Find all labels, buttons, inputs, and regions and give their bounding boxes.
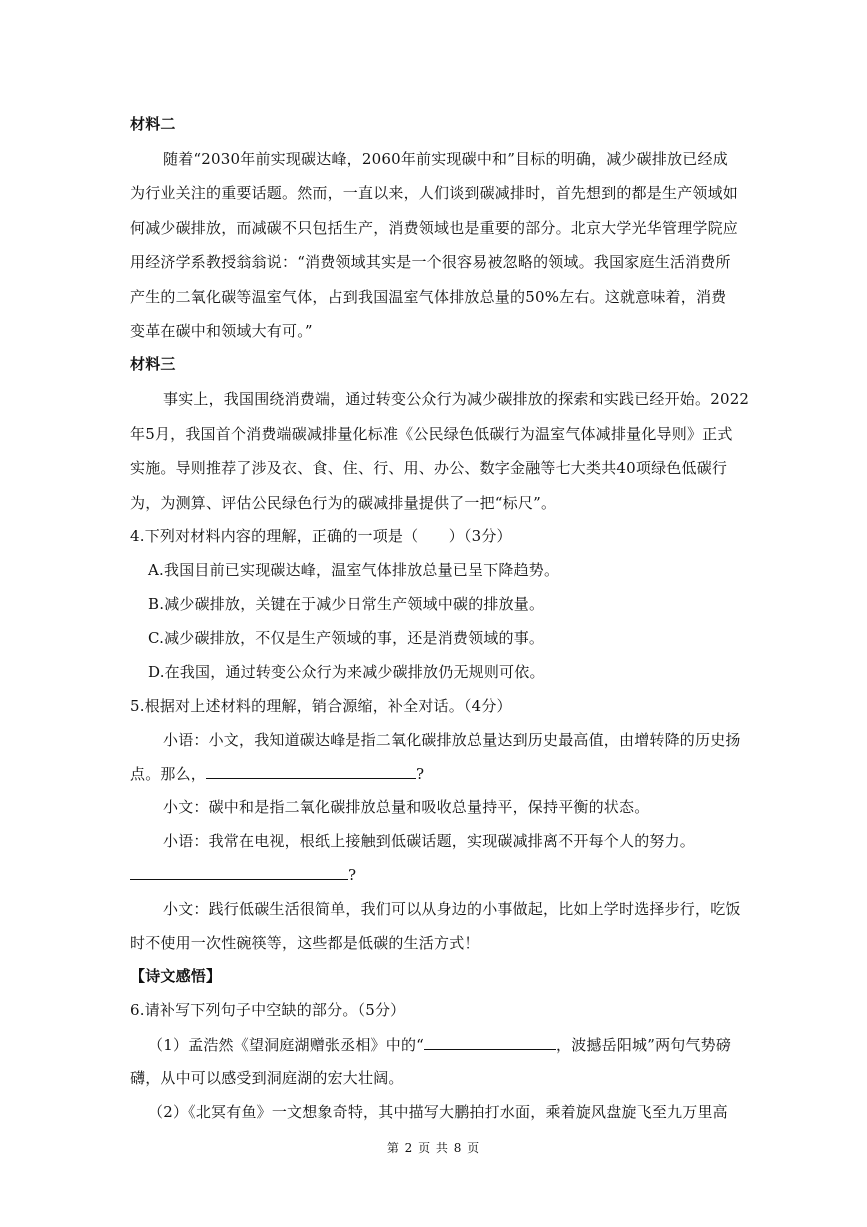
page-number: 第 2 页 共 8 页 — [386, 1141, 481, 1155]
material3-heading: 材料三 — [130, 355, 176, 373]
question-6-part-1 — [148, 1034, 731, 1055]
material2-line-6: 变革在碳中和领域大有可。” — [130, 322, 313, 340]
question-4-stem: 4.下列对材料内容的理解，正确的一项是（ ）（3分） — [130, 527, 512, 545]
question-5-stem: 5.根据对上述材料的理解，销合源缩，补全对话。（4分） — [130, 697, 512, 715]
material2-line-3: 何减少碳排放，而减碳不只包括生产，消费领域也是重要的部分。北京大学光华管理学院应 — [130, 219, 739, 237]
question-6-part-2: （2）《北冥有鱼》一文想象奇特，其中描写大鹏拍打水面，乘着旋风盘旋飞至九万里高 — [148, 1103, 728, 1121]
material2-line-5: 产生的二氧化碳等温室气体，占到我国温室气体排放总量的50%左右。这就意味着，消费 — [130, 288, 727, 306]
question-6-part-1-line-2: 礴，从中可以感受到洞庭湖的宏大壮阔。 — [130, 1069, 404, 1087]
material3-line-3: 实施。导则推荐了涉及衣、食、住、行、用、办公、数字金融等七大类共40项绿色低碳行 — [130, 459, 728, 477]
material3-line-1: 事实上，我国围绕消费端，通过转变公众行为减少碳排放的探索和实践已经开始。2022 — [163, 390, 750, 408]
question-4-option-c: C.减少碳排放，不仅是生产领域的事，还是消费领域的事。 — [148, 629, 545, 647]
dialogue-answer-line — [130, 864, 356, 885]
part-1-suffix: ，波撼岳阳城”两句气势磅 — [556, 1036, 732, 1054]
question-4-option-b: B.减少碳排放，关键在于减少日常生产领域中碳的排放量。 — [148, 595, 545, 613]
material3-line-4: 为，为测算、评估公民绿色行为的碳减排量提供了一把“标尺”。 — [130, 494, 557, 512]
dialogue-xiaoyu-1-line-1: 小语：小文，我知道碳达峰是指二氧化碳排放总量达到历史最高值，由增转降的历史扬 — [163, 731, 741, 749]
question-4-option-d: D.在我国，通过转变公众行为来减少碳排放仍无规则可依。 — [148, 663, 545, 681]
part-1-prefix: （1）孟浩然《望洞庭湖赠张丞相》中的“ — [148, 1036, 425, 1054]
dialogue-xiaowen-2-line-2: 时不使用一次性碗筷等，这些都是低碳的生活方式！ — [130, 934, 480, 952]
section-heading: 【诗文感悟】 — [130, 967, 222, 985]
question-mark: ? — [348, 866, 357, 884]
material2-heading: 材料二 — [130, 115, 176, 133]
question-6-stem: 6.请补写下列句子中空缺的部分。（5分） — [130, 1001, 406, 1019]
question-4-option-a: A.我国目前已实现碳达峰，温室气体排放总量已呈下降趋势。 — [148, 561, 560, 579]
dialogue-xiaoyu-1-line-2 — [130, 763, 424, 784]
question-mark: ? — [416, 765, 425, 783]
material2-line-1: 随着“2030年前实现碳达峰，2060年前实现碳中和”目标的明确，减少碳排放已经成 — [163, 150, 728, 168]
dialogue-xiaowen-2-line-1: 小文：践行低碳生活很简单，我们可以从身边的小事做起，比如上学时选择步行，吃饭 — [163, 900, 741, 918]
material3-line-2: 年5月，我国首个消费端碳减排量化标准《公民绿色低碳行为温室气体减排量化导则》正式 — [130, 425, 733, 443]
material2-line-2: 为行业关注的重要话题。然而，一直以来，人们谈到碳减排时，首先想到的都是生产领域如 — [130, 184, 739, 202]
dialogue-xiaoyu-2: 小语：我常在电视，根纸上接触到低碳话题，实现碳减排离不开每个人的努力。 — [163, 832, 696, 850]
answer-blank-2[interactable] — [130, 864, 348, 880]
dialogue-xiaowen-1: 小文：碳中和是指二氧化碳排放总量和吸收总量持平，保持平衡的状态。 — [163, 798, 650, 816]
answer-blank-3[interactable] — [424, 1034, 556, 1050]
answer-blank-1[interactable] — [206, 763, 416, 779]
dialogue-prefix: 点。那么， — [130, 765, 207, 783]
material2-line-4: 用经济学系教授翁翁说：“消费领域其实是一个很容易被忽略的领域。我国家庭生活消费所 — [130, 253, 731, 271]
